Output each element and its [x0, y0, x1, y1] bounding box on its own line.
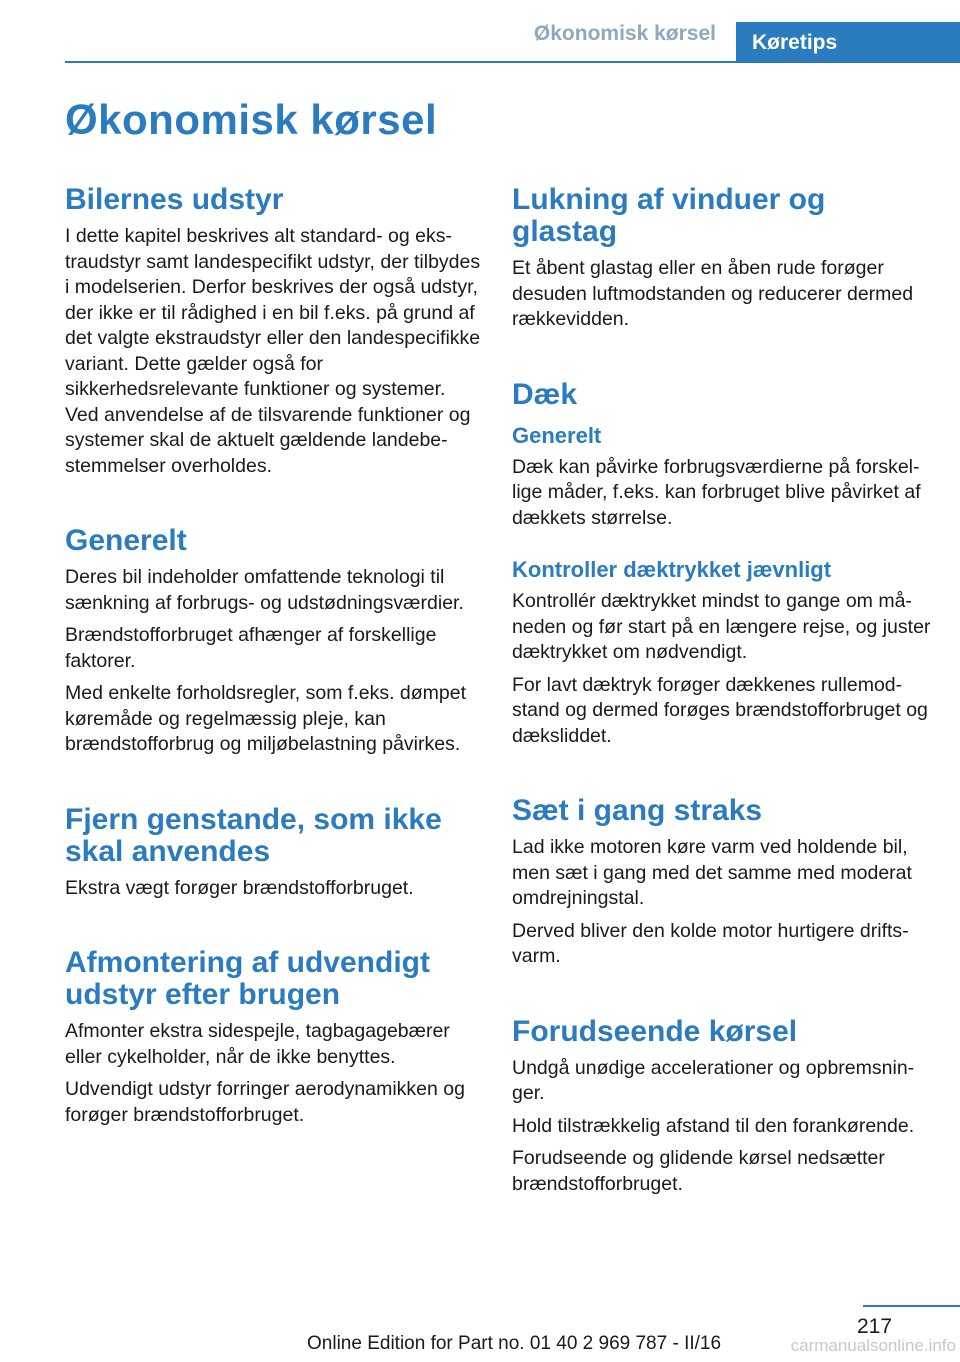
subsection-heading: Kontroller dæktrykket jævnligt — [512, 557, 832, 582]
section-heading: Dæk — [512, 377, 578, 411]
watermark: carmanualsonline.info — [790, 1336, 956, 1355]
paragraph: Med enkelte forholdsregler, som f.eks. dømpet køremåde og regelmæssig pleje, kan brændstofforbrug og miljøbelastning påvirkes. — [65, 682, 467, 755]
paragraph: Lad ikke motoren køre varm ved holdende bil, men sæt i gang med det samme med moderat omdrejningstal. — [512, 836, 912, 909]
page-title: Økonomisk kørsel — [65, 96, 438, 143]
section-start-immediately — [512, 795, 932, 970]
header-chapter-tab: Køretips — [736, 22, 960, 63]
page-number: 217 — [857, 1315, 893, 1338]
edition-note: Online Edition for Part no. 01 40 2 969 787 - II/16 — [307, 1333, 722, 1354]
section-heading: Bilernes udstyr — [65, 183, 284, 216]
paragraph: Deres bil indeholder omfattende teknologi til sænkning af forbrugs- og udstødningsværdier. — [65, 566, 464, 614]
paragraph: Derved bliver den kolde motor hurtigere driftsvarm. — [512, 919, 909, 967]
header-rule — [65, 61, 960, 63]
section-equipment — [65, 184, 481, 479]
paragraph: Brændstofforbruget afhænger af forskellige faktorer. — [65, 624, 437, 672]
section-heading: Fjern genstande, som ikke skal anvendes — [65, 802, 442, 868]
section-external-equipment — [65, 947, 481, 1128]
right-column — [512, 184, 932, 1197]
paragraph: I dette kapitel beskrives alt standard- og ekstraudstyr samt landespecifikt udstyr, der tilbydes i modelserien. Derfor beskrives der også udstyr, der ikke er til rådighed i en bil f.eks. på grund af det valgte ekstraudstyr eller den landespecifikke variant. Dette gælder også for sikkerhedsrelevante funktioner og systemer. Ved anvendelse af de tilsvarende funktioner og systemer skal de aktuelt gældende landebestemmelser overholdes. — [65, 225, 481, 477]
paragraph: Ekstra vægt forøger brændstofforbruget. — [65, 876, 414, 899]
paragraph: Udvendigt udstyr forringer aerodynamikken og forøger brændstofforbruget. — [65, 1078, 465, 1126]
paragraph: Afmonter ekstra sidespejle, tagbagagebærer eller cykelholder, når de ikke benyttes. — [65, 1020, 450, 1068]
paragraph: Forudseende og glidende kørsel nedsætter brændstofforbruget. — [512, 1147, 885, 1195]
section-heading: Sæt i gang straks — [512, 794, 763, 827]
section-heading: Generelt — [65, 524, 187, 557]
section-heading: Lukning af vinduer og glastag — [512, 183, 826, 248]
header-section-label: Økonomisk kørsel — [533, 22, 716, 45]
section-windows-roof — [512, 184, 932, 333]
section-anticipatory-driving — [512, 1016, 932, 1198]
paragraph: Dæk kan påvirke forbrugsværdierne på forskellige måder, f.eks. kan forbruget blive påvirket af dækkets størrelse. — [512, 455, 921, 529]
paragraph: Undgå unødige accelerationer og opbremsninger. — [512, 1056, 915, 1104]
section-tires — [512, 379, 932, 750]
section-remove-items — [65, 804, 481, 902]
paragraph: Kontrollér dæktrykket mindst to gange om måneden og før start på en længere rejse, og juster dæktrykket om nødvendigt. — [512, 590, 931, 663]
section-general — [65, 525, 481, 758]
paragraph: Hold tilstrækkelig afstand til den forankørende. — [512, 1114, 915, 1137]
paragraph: Et åbent glastag eller en åben rude forøger desuden luftmodstanden og reducerer dermed rækkevidden. — [512, 257, 914, 330]
subsection-heading: Generelt — [512, 422, 602, 448]
footer-rule — [863, 1305, 960, 1307]
section-heading: Forudseende kørsel — [512, 1014, 798, 1048]
paragraph: For lavt dæktryk forøger dækkenes rullemodstand og dermed forøges brændstofforbruget og dæksliddet. — [512, 673, 928, 747]
section-heading: Afmontering af udvendigt udstyr efter brugen — [65, 946, 430, 1011]
left-column — [65, 184, 481, 1128]
